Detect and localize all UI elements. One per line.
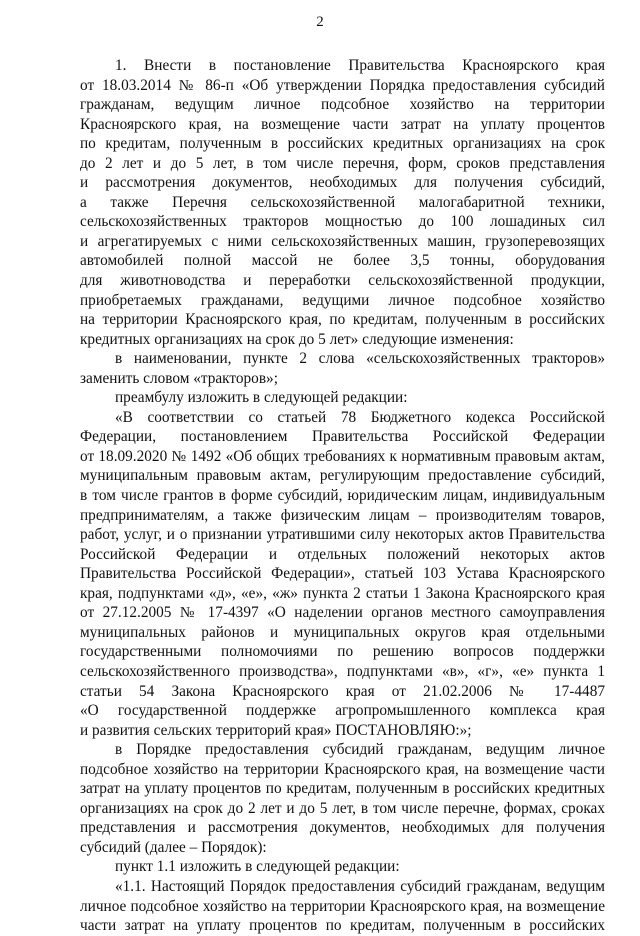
paragraph-preamble-text bbox=[80, 408, 605, 740]
text-line: субсидий (далее – Порядок): bbox=[80, 838, 267, 856]
text-line: пункт 1.1 изложить в следующей редакции: bbox=[115, 858, 400, 876]
text-line: личное подсобное хозяйство на территории Красноярского края, на возмещение bbox=[80, 897, 605, 915]
text-line: в том числе грантов в форме субсидий, юридическим лицам, индивидуальным bbox=[80, 487, 605, 505]
text-line: и развития сельских территорий края» ПОСТАНОВЛЯЮ:»; bbox=[80, 721, 472, 739]
text-line: Красноярского края, на возмещение части затрат на уплату процентов bbox=[80, 115, 605, 133]
text-line: автомобилей полной массой не более 3,5 тонны, оборудования bbox=[80, 252, 605, 270]
text-line: Российской Федерации и отдельных положений некоторых актов bbox=[80, 545, 605, 563]
text-line: края, подпунктами «д», «е», «ж» пункта 2 статьи 1 Закона Красноярского края bbox=[80, 584, 605, 602]
text-line: затрат на уплату процентов по кредитам, полученным в российских кредитных bbox=[80, 780, 605, 798]
text-line: Правительства Российской Федерации», статьей 103 Устава Красноярского bbox=[80, 565, 605, 583]
text-line: «О государственной поддержке агропромышленного комплекса края bbox=[80, 702, 605, 720]
text-line: 1. Внести в постановление Правительства Красноярского края bbox=[115, 57, 605, 74]
text-line: муниципальным правовым актам, регулирующим предоставление субсидий, bbox=[80, 467, 605, 485]
page-number: 2 bbox=[316, 14, 324, 30]
text-line: для животноводства и переработки сельскохозяйственной продукции, bbox=[80, 272, 605, 290]
text-line: подсобное хозяйство на территории Красноярского края, на возмещение части bbox=[80, 760, 605, 778]
text-line: статьи 54 Закона Красноярского края от 21.02.2006 № 17-4487 bbox=[80, 682, 605, 700]
text-line: по кредитам, полученным в российских кредитных организациях на срок bbox=[80, 135, 605, 153]
text-line: представления и рассмотрения документов, необходимых для получения bbox=[80, 819, 605, 837]
document-body bbox=[80, 56, 605, 936]
paragraph-procedure-intro bbox=[80, 740, 605, 857]
text-line: сельскохозяйственных тракторов мощностью до 100 лошадиных сил bbox=[80, 213, 605, 231]
text-line: преамбулу изложить в следующей редакции: bbox=[115, 389, 408, 407]
paragraph-clause-text bbox=[80, 877, 605, 936]
text-line: гражданам, ведущим личное подсобное хозяйство на территории bbox=[80, 96, 605, 114]
text-line: сельскохозяйственного производства», подпунктами «в», «г», «е» пункта 1 bbox=[80, 662, 605, 680]
text-line: и рассмотрения документов, необходимых для получения субсидий, bbox=[80, 174, 605, 192]
text-line: кредитных организациях на срок до 5 лет» следующие изменения: bbox=[80, 330, 514, 348]
text-line: а также Перечня сельскохозяйственной малогабаритной техники, bbox=[80, 193, 605, 211]
text-line: государственными полномочиями по решению вопросов поддержки bbox=[80, 643, 605, 661]
paragraph-preamble-intro bbox=[80, 388, 605, 408]
text-line: «1.1. Настоящий Порядок предоставления субсидий гражданам, ведущим bbox=[115, 877, 605, 895]
text-line: от 18.03.2014 № 86-п «Об утверждении Порядка предоставления субсидий bbox=[80, 76, 605, 94]
text-line: заменить словом «тракторов»; bbox=[80, 369, 278, 387]
text-line: предпринимателям, а также физическим лицам – производителям товаров, bbox=[80, 506, 605, 524]
text-line: части затрат на уплату процентов по кредитам, полученным в российских bbox=[80, 917, 605, 935]
text-line: на территории Красноярского края, по кредитам, полученным в российских bbox=[80, 311, 605, 329]
text-line: от 27.12.2005 № 17-4397 «О наделении органов местного самоуправления bbox=[80, 604, 605, 622]
text-line: и агрегатируемых с ними сельскохозяйственных машин, грузоперевозящих bbox=[80, 232, 605, 250]
paragraph-clause-intro bbox=[80, 857, 605, 877]
text-line: Федерации, постановлением Правительства Российской Федерации bbox=[80, 428, 605, 446]
text-line: «В соответствии со статьей 78 Бюджетного кодекса Российской bbox=[115, 408, 605, 426]
paragraph-title-change bbox=[80, 349, 605, 388]
text-line: в Порядке предоставления субсидий гражданам, ведущим личное bbox=[115, 741, 605, 759]
text-line: в наименовании, пункте 2 слова «сельскохозяйственных тракторов» bbox=[115, 350, 605, 368]
text-line: от 18.09.2020 № 1492 «Об общих требованиях к нормативным правовым актам, bbox=[80, 447, 605, 465]
text-line: муниципальных районов и муниципальных округов края отдельными bbox=[80, 623, 605, 641]
text-line: работ, услуг, и о признании утратившими силу некоторых актов Правительства bbox=[80, 526, 605, 544]
paragraph-amendment-intro bbox=[80, 56, 605, 349]
text-line: организациях на срок до 2 лет и до 5 лет, в том числе перечне, формах, сроках bbox=[80, 799, 605, 817]
text-line: до 2 лет и до 5 лет, в том числе перечня, форм, сроков представления bbox=[80, 154, 605, 172]
text-line: приобретаемых гражданами, ведущими личное подсобное хозяйство bbox=[80, 291, 605, 309]
